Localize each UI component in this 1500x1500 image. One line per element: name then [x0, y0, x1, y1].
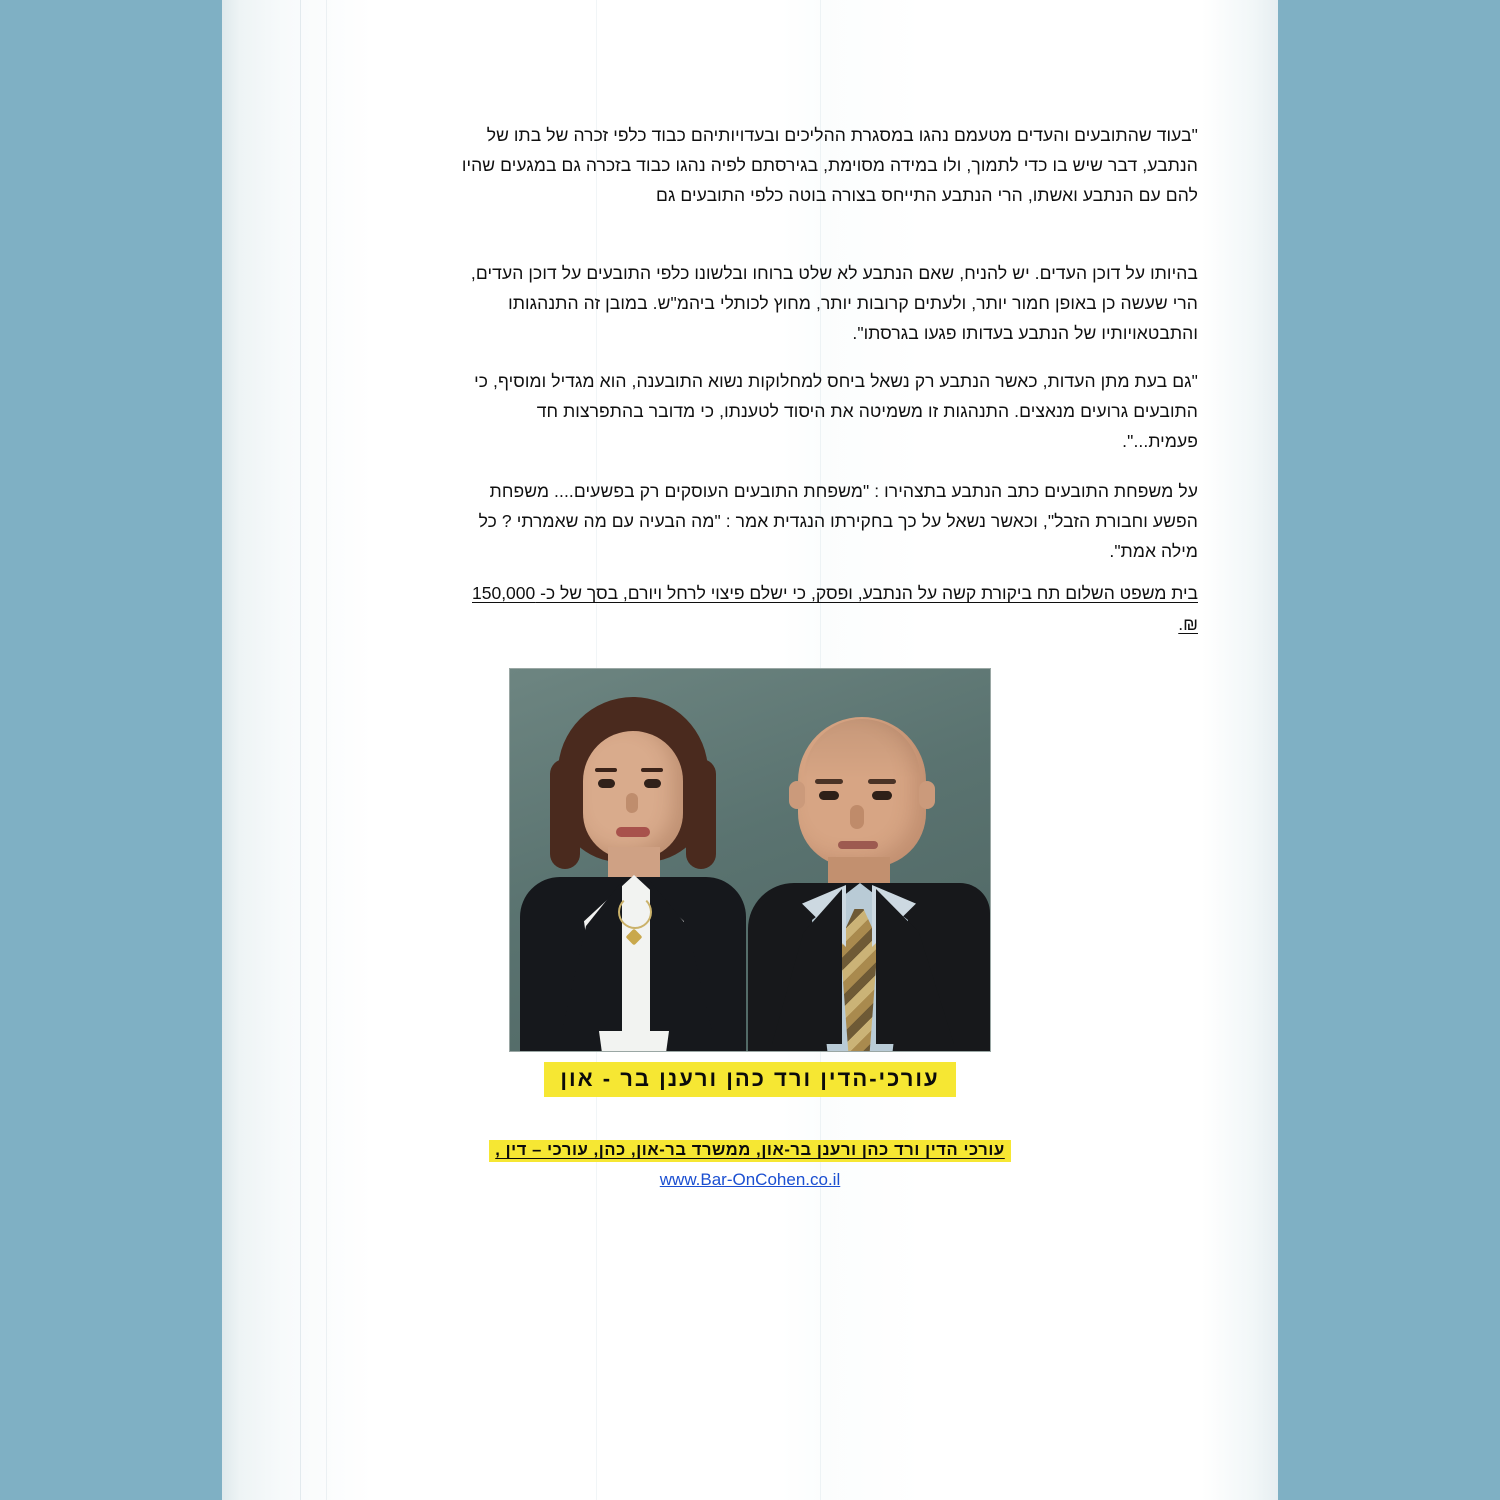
photo-caption: עורכי-הדין ורד כהן ורענן בר - און	[544, 1062, 955, 1097]
man-nose	[850, 805, 864, 829]
man-eyebrow-right	[868, 779, 896, 784]
scanned-page	[222, 0, 1278, 1500]
woman-necklace	[618, 895, 652, 929]
paragraph-3: "גם בעת מתן העדות, כאשר הנתבע רק נשאל ביחס למחלוקות נשוא התובענה, הוא מגדיל ומוסיף, כי התובעים גרועים מנאצים. התנהגות זו משמיטה את היסוד לטענתו, כי מדובר בהתפרצות חד פעמית...".	[474, 371, 1198, 451]
document-body	[222, 0, 1278, 1500]
footer-block	[222, 1140, 1278, 1190]
woman-eyebrow-right	[641, 768, 663, 772]
paragraph-2: בהיותו על דוכן העדים. יש להניח, שאם הנתבע לא שלט ברוחו ובלשונו כלפי התובעים על דוכן העדים, הרי שעשה כן באופן חמור יותר, ולעתים קרובות יותר, מחוץ לכותלי ביהמ"ש. במובן זה התנהגותו והתבטאויותיו של הנתבע בעדותו פגעו בגרסתו".	[470, 263, 1198, 343]
woman-eyebrow-left	[595, 768, 617, 772]
woman-nose	[626, 793, 638, 813]
man-eye-left	[819, 791, 839, 800]
man-ear-right	[919, 781, 935, 809]
woman-eye-left	[598, 779, 615, 788]
photo-block	[222, 668, 1278, 1097]
law-firm-line: עורכי הדין ורד כהן ורענן בר-און, ממשרד בר-און, כהן, עורכי – דין ,	[489, 1140, 1011, 1162]
man-eyebrow-left	[815, 779, 843, 784]
verdict-statement: בית משפט השלום תח ביקורת קשה על הנתבע, ופסק, כי ישלם פיצוי לרחל ויורם, בסך של כ- 150,000 ₪.	[472, 583, 1198, 634]
man-mouth	[838, 841, 878, 849]
woman-mouth	[616, 827, 650, 837]
man-ear-left	[789, 781, 805, 809]
firm-website-link[interactable]: www.Bar-OnCohen.co.il	[659, 1170, 841, 1189]
lawyers-photograph	[509, 668, 991, 1052]
man-eye-right	[872, 791, 892, 800]
paragraph-4: על משפחת התובעים כתב הנתבע בתצהירו : "משפחת התובעים העוסקים רק בפשעים.... משפחת הפשע וחבורת הזבל", וכאשר נשאל על כך בחקירתו הנגדית אמר : "מה הבעיה עם מה שאמרתי ? כל מילה אמת".	[478, 481, 1198, 561]
paragraph-1: "בעוד שהתובעים והעדים מטעמם נהגו במסגרת ההליכים ובעדויותיהם כבוד כלפי זכרה של בתו של הנתבע, דבר שיש בו כדי לתמוך, ולו במידה מסוימת, בגירסתם לפיה נהגו כבוד בזכרה גם במגעים שהיו להם עם הנתבע ואשתו, הרי הנתבע התייחס בצורה בוטה כלפי התובעים גם	[461, 125, 1198, 205]
woman-eye-right	[644, 779, 661, 788]
